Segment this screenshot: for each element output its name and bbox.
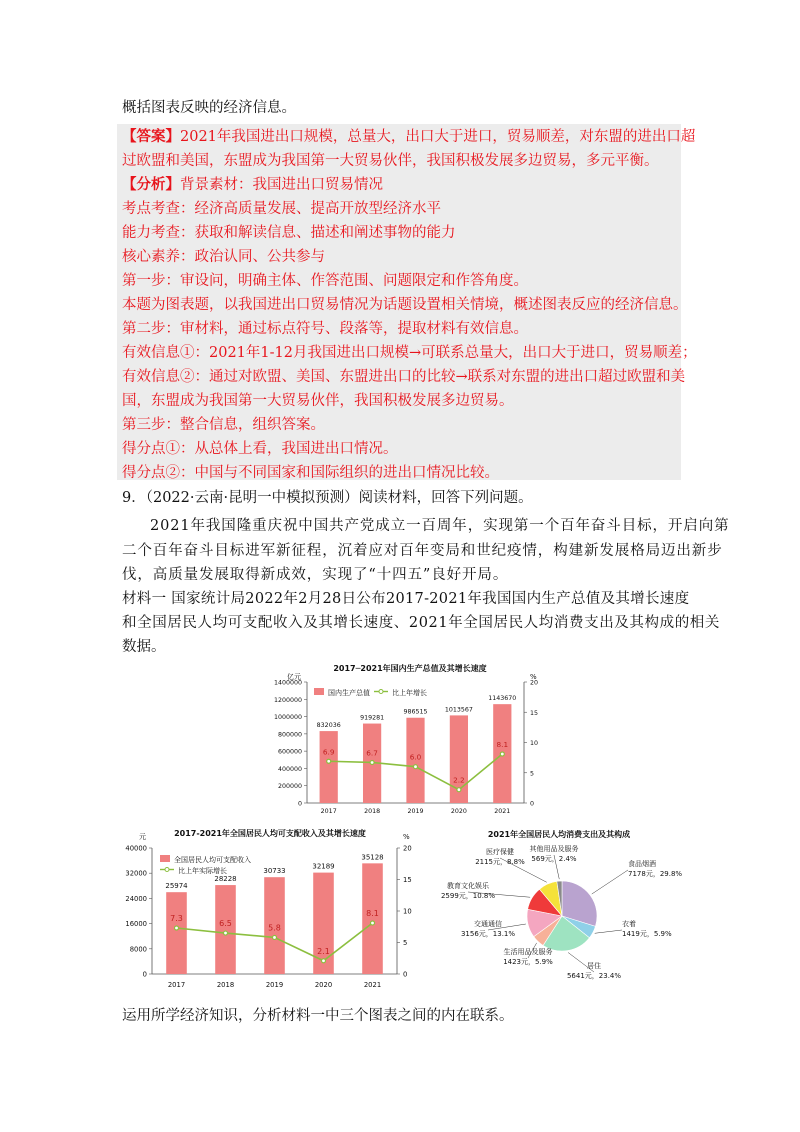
material-paragraph-line-3: 伐，高质量发展取得新成效，实现了“十四五”良好开局。 [122,567,509,583]
legend-bar-label: 国内生产总值 [328,689,370,697]
y2-tick-label: 0 [403,970,408,979]
x-tick-label: 2018 [364,808,381,815]
y2-tick-label: 5 [530,770,535,778]
pie-title: 2021年全国居民人均消费支出及其构成 [487,830,631,839]
y-tick-label: 600000 [277,748,302,756]
y2-tick-label: 20 [530,679,539,687]
pie-leader-line [592,870,628,894]
growth-value-label: 2.1 [317,946,330,956]
y-tick-label: 1200000 [273,696,302,704]
bar [320,731,338,803]
material-paragraph-line-1: 2021年我国隆重庆祝中国共产党成立一百周年，实现第一个百年奋斗目标，开启向第 [150,518,730,534]
growth-value-label: 6.5 [219,919,232,929]
pie-slice-name: 衣着 [622,920,636,928]
y-tick-label: 24000 [125,894,147,903]
growth-point [370,760,374,764]
pie-slice-value: 569元，2.4% [531,855,577,863]
growth-point [175,926,179,930]
growth-point [224,931,228,935]
y2-tick-label: 10 [530,740,539,747]
analysis-tag: 【分析】 [122,176,180,193]
x-tick-label: 2017 [167,981,186,989]
bar-value-label: 1143670 [488,695,517,703]
y-tick-label: 200000 [277,783,302,791]
material-one-line-3: 数据。 [122,639,166,655]
x-tick-label: 2021 [363,981,382,989]
growth-point [457,788,461,792]
y-tick-label: 400000 [277,765,302,773]
legend-bar-label: 全国居民人均可支配收入 [174,856,251,864]
bar-value-label: 28228 [214,875,237,884]
bar [362,863,383,974]
y-tick-label: 800000 [277,731,302,739]
growth-point [500,752,504,756]
bar-value-label: 832036 [316,722,341,730]
pie-slice-name: 医疗保健 [486,848,514,856]
analysis-line-1 [122,176,383,194]
analysis-line-10: 国，东盟成为我国第一大贸易伙伴，我国积极发展多边贸易。 [122,393,514,409]
y-axis-unit: 元 [139,833,146,841]
growth-point [322,959,326,963]
y2-axis-unit: % [403,833,410,841]
bar-value-label: 919281 [360,714,385,722]
y-tick-label: 1000000 [273,714,302,722]
analysis-text-1: 背景素材：我国进出口贸易情况 [180,177,383,193]
bar-value-label: 986515 [403,708,428,716]
legend-line-label: 比上年实际增长 [178,867,227,875]
pie-slice-name: 食品烟酒 [628,860,656,868]
pie-leader-line [595,930,622,933]
answer-text-1: 2021年我国进出口规模，总量大，出口大于进口，贸易顺差，对东盟的进出口超 [180,129,696,145]
gdp-chart [262,660,558,820]
analysis-line-2: 考点考查：经济高质量发展、提高开放型经济水平 [122,201,441,217]
material-paragraph-line-2: 二个百年奋斗目标进军新征程，沉着应对百年变局和世纪疫情，构建新发展格局迈出新步 [122,543,723,559]
question-9: 9．（2022·云南·昆明一中模拟预测）阅读材料，回答下列问题。 [122,490,533,506]
material-one-line-1: 材料一 国家统计局2022年2月28日公布2017-2021年我国国内生产总值及其增长速度 [122,591,690,607]
legend-line-marker [379,690,383,694]
pie-slice-value: 5641元，23.4% [566,972,622,980]
analysis-line-8: 有效信息①：2021年1-12月我国进出口规模→可联系总量大，出口大于进口，贸易顺差； [122,345,697,361]
income-chart-svg [120,826,420,996]
legend-line-marker [165,868,169,872]
pie-slice-value: 1423元，5.9% [503,958,553,966]
legend-bar-swatch [314,688,324,695]
analysis-line-13: 得分点②：中国与不同国家和国际组织的进出口情况比较。 [122,465,499,481]
answer-line-2: 过欧盟和美国，东盟成为我国第一大贸易伙伴，我国积极发展多边贸易，多元平衡。 [122,153,659,169]
analysis-line-5: 第一步：审设问，明确主体、作答范围、问题限定和作答角度。 [122,273,528,289]
y-tick-label: 1400000 [273,679,302,687]
y2-tick-label: 15 [530,709,539,717]
pie-slice-value: 3156元，13.1% [460,930,516,938]
growth-value-label: 7.3 [170,914,183,924]
x-tick-label: 2021 [494,808,511,815]
y-axis-unit: 亿元 [287,673,301,681]
analysis-line-6: 本题为图表题，以我国进出口贸易情况为话题设置相关情境，概述图表反应的经济信息。 [122,297,688,313]
x-tick-label: 2020 [450,808,467,815]
bar [215,885,236,974]
y2-tick-label: 15 [403,876,412,884]
analysis-line-11: 第三步：整合信息，组织答案。 [122,417,325,433]
answer-tag: 【答案】 [122,128,180,145]
pie-slice-name: 居住 [587,962,601,970]
bar-value-label: 35128 [361,853,384,862]
growth-value-label: 6.0 [409,752,422,762]
y2-axis-unit: % [530,673,537,681]
growth-value-label: 6.7 [366,748,378,758]
x-tick-label: 2019 [265,981,284,989]
x-tick-label: 2020 [314,981,333,989]
y-tick-label: 40000 [125,844,147,853]
growth-value-label: 8.1 [366,908,379,918]
growth-value-label: 2.2 [453,775,465,785]
income-chart [120,826,420,996]
growth-point [273,935,277,939]
answer-line-1 [122,128,695,146]
y-tick-label: 16000 [125,920,147,929]
legend-bar-swatch [160,855,170,862]
y-tick-label: 8000 [129,945,147,954]
y2-tick-label: 0 [530,800,535,808]
bar-value-label: 30733 [263,867,286,876]
growth-point [327,759,331,763]
pie-slice-name: 教育文化娱乐 [447,882,489,890]
y-tick-label: 32000 [125,869,147,878]
material-one-line-2: 和全国居民人均可支配收入及其增长速度、2021年全国居民人均消费支出及其构成的相关 [122,615,720,631]
growth-value-label: 5.8 [268,923,281,933]
analysis-line-7: 第二步：审材料，通过标点符号、段落等，提取材料有效信息。 [122,321,528,337]
pie-slice-name: 生活用品及服务 [503,948,553,956]
growth-value-label: 8.1 [496,739,509,749]
y2-tick-label: 10 [403,907,412,916]
growth-value-label: 6.9 [322,747,335,757]
legend-line-label: 比上年增长 [392,689,427,697]
growth-point [414,765,418,769]
pie-slice-value: 2599元，10.8% [440,892,496,900]
analysis-line-3: 能力考查：获取和解读信息、描述和阐述事物的能力 [122,225,456,241]
x-tick-label: 2018 [216,981,235,989]
analysis-line-4: 核心素养：政治认同、公共参与 [122,249,325,265]
gdp-chart-svg [262,660,558,820]
y-tick-label: 0 [297,800,302,808]
intro-line: 概括图表反映的经济信息。 [122,100,296,116]
x-tick-label: 2019 [407,808,424,815]
y-tick-label: 0 [142,970,147,979]
pie-slice-value: 2115元，8.8% [475,858,525,866]
growth-point [371,921,375,925]
consumption-pie-svg [428,826,690,996]
pie-slice-name: 其他用品及服务 [529,845,579,853]
y2-tick-label: 20 [403,844,412,853]
pie-slice-name: 交通通信 [474,920,502,928]
bar-value-label: 1013567 [444,706,473,714]
consumption-pie-chart [428,826,690,996]
bar [166,892,187,974]
analysis-line-9: 有效信息②：通过对欧盟、美国、东盟进出口的比较→联系对东盟的进出口超过欧盟和美 [122,369,686,385]
analysis-line-12: 得分点①：从总体上看，我国进出口情况。 [122,441,398,457]
bar-value-label: 32189 [312,862,335,871]
final-question: 运用所学经济知识，分析材料一中三个图表之间的内在联系。 [122,1008,514,1024]
chart-title: 2017-2021年全国居民人均可支配收入及其增长速度 [174,829,366,838]
bar-value-label: 25974 [165,882,188,891]
chart-title: 2017─2021年国内生产总值及其增长速度 [333,664,487,673]
y2-tick-label: 5 [403,939,408,947]
x-tick-label: 2017 [320,808,337,815]
pie-slice-value: 1419元，5.9% [622,930,672,938]
pie-slice-value: 7178元，29.8% [628,870,683,878]
